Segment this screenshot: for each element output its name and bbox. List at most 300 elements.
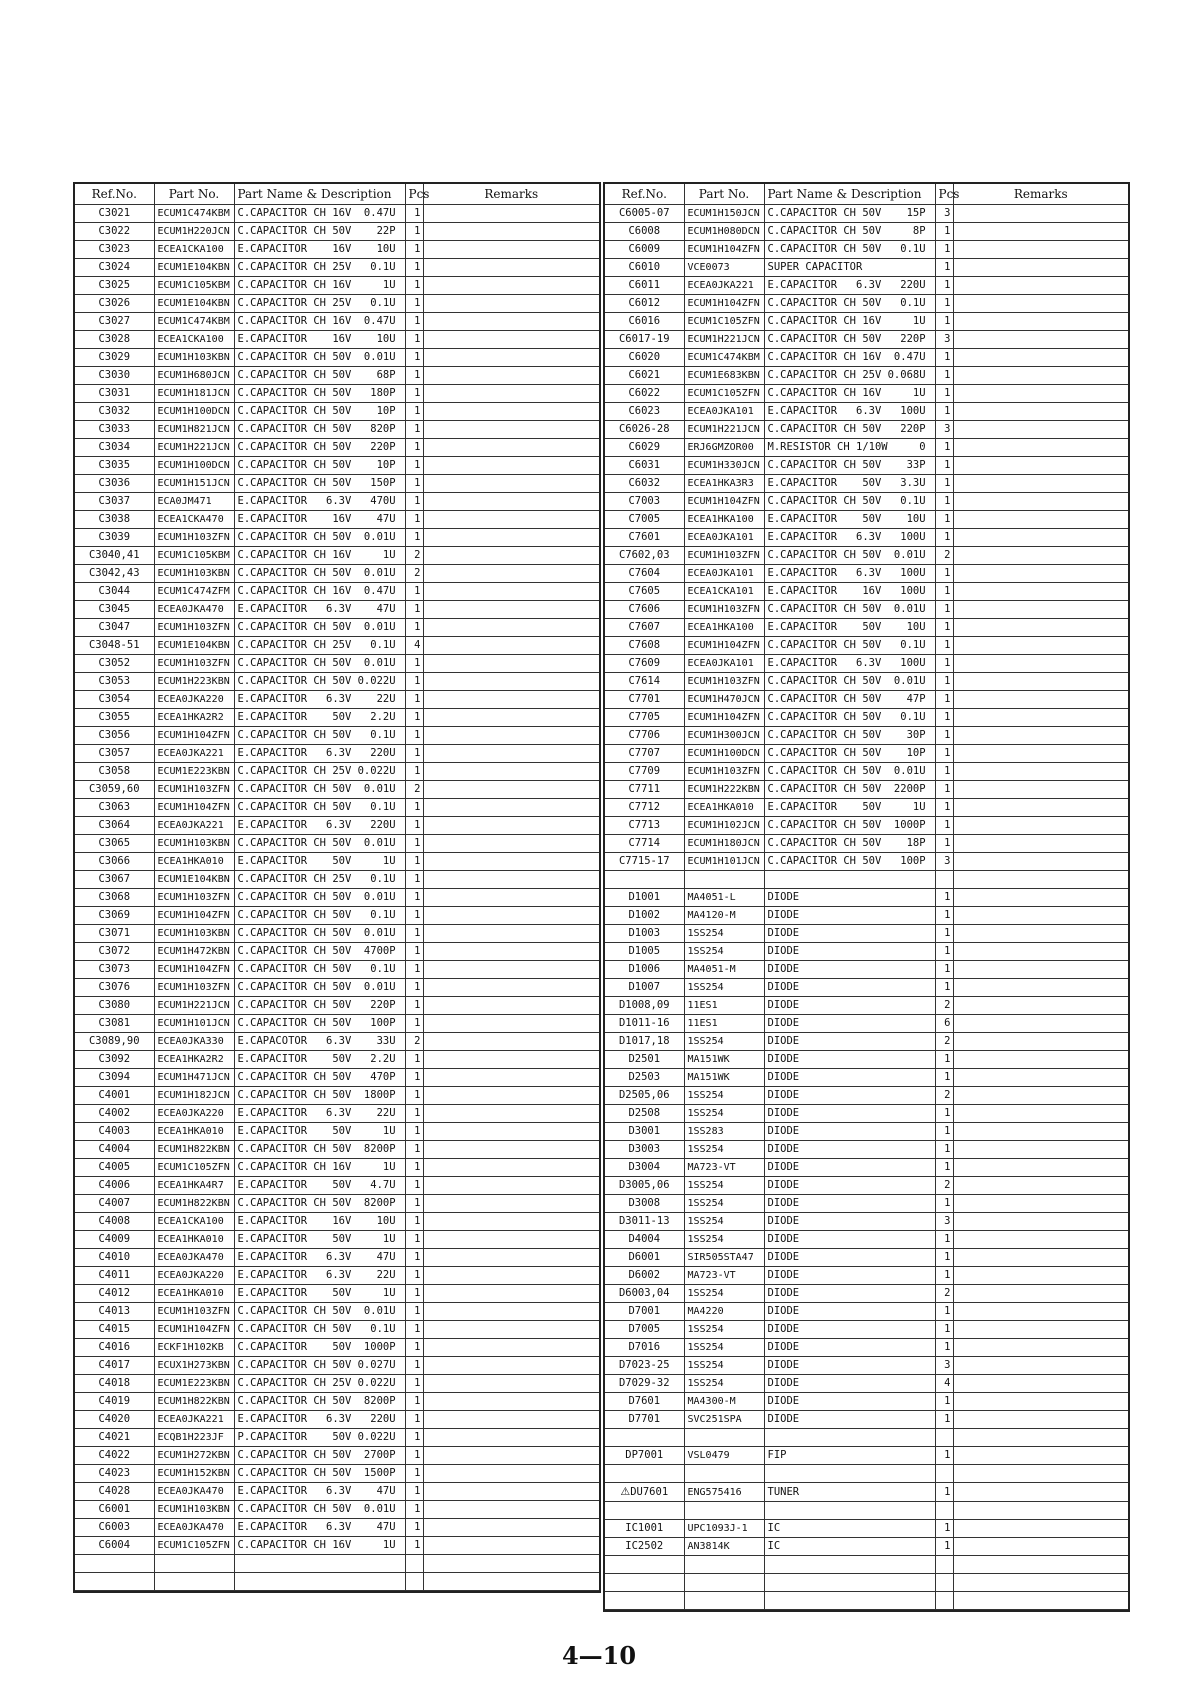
- pcs-cell: 1: [405, 727, 423, 745]
- pcs-cell: 3: [935, 1357, 953, 1375]
- table-row: [75, 943, 599, 961]
- part-no-cell: ECUM1H272KBN: [154, 1447, 234, 1465]
- remarks-cell: [423, 1447, 599, 1465]
- part-no-cell: MA4300-M: [684, 1393, 764, 1411]
- remarks-cell: [423, 997, 599, 1015]
- description-cell: C.CAPACITOR CH 50V 0.022U: [234, 673, 405, 691]
- part-no-cell: ECUM1C474ZFM: [154, 583, 234, 601]
- description-cell: C.CAPACITOR CH 50V 0.01U: [234, 925, 405, 943]
- part-no-cell: ECUM1C105ZFN: [684, 385, 764, 403]
- remarks-cell: [953, 1303, 1128, 1321]
- ref-no-cell: C3034: [75, 439, 154, 457]
- part-no-cell: ECUM1H222KBN: [684, 781, 764, 799]
- remarks-cell: [953, 889, 1128, 907]
- part-no-cell: [154, 1555, 234, 1573]
- description-cell: E.CAPACITOR 50V 10U: [764, 619, 935, 637]
- remarks-cell: [423, 817, 599, 835]
- ref-no-cell: [605, 1574, 684, 1592]
- remarks-cell: [953, 259, 1128, 277]
- part-no-cell: 11ES1: [684, 997, 764, 1015]
- ref-no-cell: D7001: [605, 1303, 684, 1321]
- table-row: [75, 331, 599, 349]
- remarks-cell: [953, 1123, 1128, 1141]
- part-no-cell: 1SS254: [684, 1195, 764, 1213]
- part-no-cell: MA4051-M: [684, 961, 764, 979]
- ref-no-cell: C6011: [605, 277, 684, 295]
- pcs-cell: 1: [405, 691, 423, 709]
- part-no-cell: ECEA0JKA470: [154, 1519, 234, 1537]
- part-no-cell: ECUM1H103ZFN: [154, 781, 234, 799]
- part-no-cell: [154, 1573, 234, 1591]
- description-cell: [764, 1465, 935, 1483]
- ref-no-cell: C3052: [75, 655, 154, 673]
- ref-no-cell: C3025: [75, 277, 154, 295]
- table-row: [75, 547, 599, 565]
- pcs-cell: 1: [405, 1051, 423, 1069]
- table-row: [605, 619, 1128, 637]
- description-cell: E.CAPACITOR 50V 1U: [234, 1231, 405, 1249]
- description-cell: C.CAPACITOR CH 50V 0.1U: [764, 493, 935, 511]
- remarks-cell: [953, 493, 1128, 511]
- ref-no-cell: C3021: [75, 205, 154, 223]
- table-row: [75, 1465, 599, 1483]
- ref-no-cell: C3063: [75, 799, 154, 817]
- ref-no-cell: C3024: [75, 259, 154, 277]
- remarks-cell: [953, 691, 1128, 709]
- ref-no-cell: [605, 1556, 684, 1574]
- description-cell: C.CAPACITOR CH 50V 0.01U: [234, 1501, 405, 1519]
- pcs-cell: 1: [935, 439, 953, 457]
- description-cell: C.CAPACITOR CH 50V 0.01U: [234, 565, 405, 583]
- table-row: [75, 439, 599, 457]
- table-row: [75, 367, 599, 385]
- pcs-cell: 3: [935, 853, 953, 871]
- remarks-cell: [953, 295, 1128, 313]
- remarks-cell: [423, 547, 599, 565]
- part-no-cell: ECUM1H103KBN: [154, 1501, 234, 1519]
- part-no-cell: ECUM1H100DCN: [684, 745, 764, 763]
- table-row: [605, 1592, 1128, 1610]
- remarks-cell: [953, 799, 1128, 817]
- description-cell: C.CAPACITOR CH 50V 1500P: [234, 1465, 405, 1483]
- ref-no-cell: D7016: [605, 1339, 684, 1357]
- description-cell: DIODE: [764, 1231, 935, 1249]
- remarks-cell: [953, 403, 1128, 421]
- pcs-cell: 1: [935, 259, 953, 277]
- table-row: [75, 1429, 599, 1447]
- table-row: [605, 529, 1128, 547]
- remarks-cell: [423, 1303, 599, 1321]
- pcs-cell: 2: [935, 1033, 953, 1051]
- pcs-cell: 1: [405, 1231, 423, 1249]
- description-cell: DIODE: [764, 1105, 935, 1123]
- remarks-cell: [423, 619, 599, 637]
- pcs-cell: 1: [405, 979, 423, 997]
- part-no-cell: 1SS254: [684, 1321, 764, 1339]
- table-row: [75, 709, 599, 727]
- remarks-cell: [953, 277, 1128, 295]
- remarks-cell: [423, 1339, 599, 1357]
- table-row: [75, 997, 599, 1015]
- remarks-cell: [423, 1573, 599, 1591]
- remarks-cell: [953, 727, 1128, 745]
- description-cell: C.CAPACITOR CH 25V 0.068U: [764, 367, 935, 385]
- description-cell: E.CAPACITOR 6.3V 220U: [234, 1411, 405, 1429]
- description-cell: C.CAPACITOR CH 50V 220P: [234, 997, 405, 1015]
- remarks-cell: [423, 1231, 599, 1249]
- table-row: [75, 1177, 599, 1195]
- pcs-cell: 1: [405, 1393, 423, 1411]
- pcs-cell: 1: [405, 385, 423, 403]
- description-cell: E.CAPACITOR 50V 1U: [234, 1285, 405, 1303]
- pcs-cell: 1: [935, 1321, 953, 1339]
- remarks-cell: [423, 205, 599, 223]
- part-no-cell: ECUM1H181JCN: [154, 385, 234, 403]
- remarks-cell: [953, 1592, 1128, 1610]
- ref-no-cell: IC2502: [605, 1538, 684, 1556]
- pcs-cell: 1: [935, 1538, 953, 1556]
- pcs-cell: 1: [405, 223, 423, 241]
- ref-no-cell: C7608: [605, 637, 684, 655]
- part-no-cell: UPC1093J-1: [684, 1520, 764, 1538]
- description-cell: C.CAPACITOR CH 50V 150P: [234, 475, 405, 493]
- remarks-cell: [953, 1375, 1128, 1393]
- table-row: [605, 1339, 1128, 1357]
- pcs-cell: 1: [405, 529, 423, 547]
- header-row: [75, 184, 599, 205]
- part-no-cell: ECUM1E104KBN: [154, 637, 234, 655]
- remarks-cell: [953, 1087, 1128, 1105]
- description-cell: DIODE: [764, 979, 935, 997]
- table-row: [75, 403, 599, 421]
- table-row: [605, 1105, 1128, 1123]
- part-no-cell: ECQB1H223JF: [154, 1429, 234, 1447]
- pcs-cell: 1: [935, 1105, 953, 1123]
- table-row: [605, 1033, 1128, 1051]
- ref-no-cell: C7003: [605, 493, 684, 511]
- pcs-cell: 1: [935, 493, 953, 511]
- part-no-cell: ECUM1H221JCN: [684, 421, 764, 439]
- pcs-cell: 1: [405, 439, 423, 457]
- ref-no-cell: C6022: [605, 385, 684, 403]
- remarks-cell: [423, 853, 599, 871]
- description-cell: C.CAPACITOR CH 50V 22P: [234, 223, 405, 241]
- table-row: [75, 1303, 599, 1321]
- part-no-cell: ECUM1H471JCN: [154, 1069, 234, 1087]
- part-no-cell: ECUM1H080DCN: [684, 223, 764, 241]
- table-row: [75, 799, 599, 817]
- description-cell: C.CAPACITOR CH 50V 180P: [234, 385, 405, 403]
- ref-no-cell: C4011: [75, 1267, 154, 1285]
- remarks-cell: [953, 457, 1128, 475]
- description-cell: C.CAPACITOR CH 50V 220P: [764, 421, 935, 439]
- description-cell: P.CAPACITOR 50V 0.022U: [234, 1429, 405, 1447]
- part-no-cell: ECEA1HKA2R2: [154, 1051, 234, 1069]
- pcs-cell: 1: [935, 745, 953, 763]
- remarks-cell: [423, 1483, 599, 1501]
- ref-no-text: DU7601: [630, 1486, 669, 1498]
- pcs-cell: 1: [935, 1393, 953, 1411]
- table-row: [605, 817, 1128, 835]
- description-cell: C.CAPACITOR CH 50V 4700P: [234, 943, 405, 961]
- part-no-cell: ECKF1H102KB: [154, 1339, 234, 1357]
- remarks-cell: [423, 763, 599, 781]
- description-cell: E.CAPACITOR 16V 10U: [234, 331, 405, 349]
- pcs-cell: 1: [405, 1159, 423, 1177]
- table-row: [75, 637, 599, 655]
- description-cell: DIODE: [764, 1123, 935, 1141]
- table-row: [605, 1357, 1128, 1375]
- remarks-cell: [953, 997, 1128, 1015]
- pcs-cell: 1: [935, 889, 953, 907]
- part-no-cell: ECUM1H221JCN: [684, 331, 764, 349]
- remarks-cell: [423, 1033, 599, 1051]
- ref-no-cell: D1011-16: [605, 1015, 684, 1033]
- ref-no-cell: C4007: [75, 1195, 154, 1213]
- table-row: [75, 1483, 599, 1501]
- ref-no-cell: C3044: [75, 583, 154, 601]
- table-row: [75, 565, 599, 583]
- description-cell: C.CAPACITOR CH 50V 0.01U: [234, 349, 405, 367]
- description-cell: DIODE: [764, 1213, 935, 1231]
- ref-no-cell: C3039: [75, 529, 154, 547]
- pcs-cell: 1: [405, 871, 423, 889]
- pcs-cell: 1: [935, 1447, 953, 1465]
- remarks-cell: [953, 1177, 1128, 1195]
- part-no-cell: ECEA1HKA010: [154, 1123, 234, 1141]
- remarks-cell: [953, 925, 1128, 943]
- part-no-cell: 1SS254: [684, 1231, 764, 1249]
- table-row: [605, 1411, 1128, 1429]
- ref-no-cell: C6023: [605, 403, 684, 421]
- part-no-cell: ECUM1H103ZFN: [154, 889, 234, 907]
- description-cell: C.CAPACITOR CH 50V 68P: [234, 367, 405, 385]
- part-no-cell: ECUM1H100DCN: [154, 457, 234, 475]
- ref-no-cell: C3032: [75, 403, 154, 421]
- ref-no-cell: C4018: [75, 1375, 154, 1393]
- ref-no-cell: C3094: [75, 1069, 154, 1087]
- ref-no-cell: C3029: [75, 349, 154, 367]
- pcs-cell: [935, 1502, 953, 1520]
- description-cell: DIODE: [764, 1375, 935, 1393]
- part-no-cell: ECUM1H103KBN: [154, 925, 234, 943]
- part-no-cell: ECEA0JKA220: [154, 691, 234, 709]
- pcs-cell: 1: [935, 385, 953, 403]
- ref-no-cell: C4019: [75, 1393, 154, 1411]
- pcs-cell: 1: [935, 817, 953, 835]
- table-row: [75, 1519, 599, 1537]
- ref-no-cell: C3069: [75, 907, 154, 925]
- table-row: [75, 1573, 599, 1591]
- part-no-cell: ECUM1H822KBN: [154, 1195, 234, 1213]
- part-no-cell: ECUM1H220JCN: [154, 223, 234, 241]
- part-no-cell: [684, 1429, 764, 1447]
- part-no-cell: ECEA1HKA100: [684, 511, 764, 529]
- table-row: [605, 673, 1128, 691]
- table-row: [605, 799, 1128, 817]
- description-cell: [234, 1555, 405, 1573]
- table-row: [75, 925, 599, 943]
- part-no-cell: ECEA1HKA2R2: [154, 709, 234, 727]
- remarks-cell: [953, 583, 1128, 601]
- part-no-cell: ECUM1E223KBN: [154, 763, 234, 781]
- ref-no-cell: C3022: [75, 223, 154, 241]
- pcs-cell: 1: [405, 205, 423, 223]
- table-row: [75, 781, 599, 799]
- ref-no-cell: D3003: [605, 1141, 684, 1159]
- ref-no-cell: D4004: [605, 1231, 684, 1249]
- part-no-cell: [684, 1465, 764, 1483]
- description-cell: C.CAPACITOR CH 50V 0.1U: [764, 295, 935, 313]
- table-row: [75, 1105, 599, 1123]
- ref-no-cell: D7029-32: [605, 1375, 684, 1393]
- description-cell: E.CAPACITOR 6.3V 100U: [764, 403, 935, 421]
- ref-no-cell: D3004: [605, 1159, 684, 1177]
- ref-no-cell: C6020: [605, 349, 684, 367]
- part-no-cell: ECUM1H103ZFN: [684, 763, 764, 781]
- table-row: [75, 205, 599, 223]
- ref-no-cell: C7705: [605, 709, 684, 727]
- description-cell: E.CAPACITOR 6.3V 220U: [764, 277, 935, 295]
- ref-no-cell: D2505,06: [605, 1087, 684, 1105]
- part-no-cell: ECEA0JKA220: [154, 1267, 234, 1285]
- description-cell: E.CAPACITOR 6.3V 47U: [234, 1483, 405, 1501]
- part-no-cell: [684, 1556, 764, 1574]
- part-no-cell: ECUM1H104ZFN: [684, 637, 764, 655]
- part-no-cell: [684, 1592, 764, 1610]
- description-cell: DIODE: [764, 1267, 935, 1285]
- part-no-cell: ECUM1E683KBN: [684, 367, 764, 385]
- pcs-cell: 1: [405, 1015, 423, 1033]
- remarks-cell: [953, 1105, 1128, 1123]
- description-cell: C.CAPACITOR CH 50V 0.01U: [764, 673, 935, 691]
- remarks-cell: [423, 421, 599, 439]
- pcs-cell: 1: [935, 511, 953, 529]
- remarks-cell: [953, 1231, 1128, 1249]
- pcs-cell: 1: [935, 1520, 953, 1538]
- table-row: [605, 835, 1128, 853]
- pcs-cell: [935, 1429, 953, 1447]
- part-no-cell: ECUM1H150JCN: [684, 205, 764, 223]
- remarks-cell: [953, 1556, 1128, 1574]
- header-row: [605, 184, 1128, 205]
- remarks-cell: [953, 1339, 1128, 1357]
- pcs-cell: 1: [405, 1285, 423, 1303]
- table-row: [75, 1123, 599, 1141]
- ref-no-cell: D3001: [605, 1123, 684, 1141]
- table-row: [75, 1339, 599, 1357]
- table-row: [75, 601, 599, 619]
- description-cell: E.CAPACITOR 16V 10U: [234, 1213, 405, 1231]
- pcs-cell: 1: [405, 799, 423, 817]
- remarks-cell: [953, 565, 1128, 583]
- ref-no-cell: C6003: [75, 1519, 154, 1537]
- part-no-cell: ECUM1H221JCN: [154, 997, 234, 1015]
- table-row: [605, 259, 1128, 277]
- table-row: [75, 1357, 599, 1375]
- remarks-cell: [953, 547, 1128, 565]
- remarks-cell: [953, 241, 1128, 259]
- part-no-cell: ECUM1E104KBN: [154, 295, 234, 313]
- table-row: [75, 961, 599, 979]
- table-row: [75, 1195, 599, 1213]
- ref-no-cell: D6001: [605, 1249, 684, 1267]
- table-row: [75, 979, 599, 997]
- pcs-cell: 3: [935, 1213, 953, 1231]
- description-cell: C.CAPACITOR CH 16V 0.47U: [234, 205, 405, 223]
- description-cell: TUNER: [764, 1483, 935, 1502]
- ref-no-cell: D2503: [605, 1069, 684, 1087]
- part-no-cell: ECUM1H151JCN: [154, 475, 234, 493]
- pcs-cell: 1: [405, 1105, 423, 1123]
- description-cell: E.CAPACOTOR 6.3V 33U: [234, 1033, 405, 1051]
- parts-list-right: [603, 182, 1130, 1612]
- description-cell: C.CAPACITOR CH 50V 0.01U: [234, 889, 405, 907]
- remarks-cell: [953, 907, 1128, 925]
- description-cell: E.CAPACITOR 16V 100U: [764, 583, 935, 601]
- remarks-cell: [423, 583, 599, 601]
- pcs-cell: 1: [405, 709, 423, 727]
- ref-no-cell: C7602,03: [605, 547, 684, 565]
- ref-no-cell: C3072: [75, 943, 154, 961]
- remarks-cell: [953, 421, 1128, 439]
- description-cell: C.CAPACITOR CH 16V 1U: [234, 1537, 405, 1555]
- ref-no-cell: [75, 1555, 154, 1573]
- part-no-cell: ECUM1H103ZFN: [154, 529, 234, 547]
- table-row: [605, 853, 1128, 871]
- pcs-cell: 1: [935, 943, 953, 961]
- table-row: [605, 1321, 1128, 1339]
- table-row: [605, 1249, 1128, 1267]
- description-cell: C.CAPACITOR CH 50V 0.1U: [234, 799, 405, 817]
- description-cell: C.CAPACITOR CH 16V 1U: [234, 277, 405, 295]
- table-row: [75, 655, 599, 673]
- part-no-cell: ECEA1HKA010: [154, 853, 234, 871]
- ref-no-cell: C3055: [75, 709, 154, 727]
- table-row: [605, 763, 1128, 781]
- part-no-cell: ECUM1H104ZFN: [684, 493, 764, 511]
- ref-no-cell: C3053: [75, 673, 154, 691]
- description-cell: C.CAPACITOR CH 50V 0.01U: [234, 619, 405, 637]
- description-cell: C.CAPACITOR CH 50V 47P: [764, 691, 935, 709]
- ref-no-cell: C3042,43: [75, 565, 154, 583]
- description-cell: C.CAPACITOR CH 16V 0.47U: [234, 313, 405, 331]
- description-cell: C.CAPACITOR CH 50V 33P: [764, 457, 935, 475]
- pcs-cell: 1: [935, 367, 953, 385]
- ref-no-cell: C3037: [75, 493, 154, 511]
- description-cell: C.CAPACITOR CH 25V 0.022U: [234, 1375, 405, 1393]
- pcs-cell: 1: [405, 763, 423, 781]
- remarks-cell: [423, 1195, 599, 1213]
- part-no-cell: ECEA1HKA010: [154, 1231, 234, 1249]
- table-row: [75, 1249, 599, 1267]
- remarks-cell: [953, 439, 1128, 457]
- part-no-cell: 1SS254: [684, 1357, 764, 1375]
- ref-no-cell: C3036: [75, 475, 154, 493]
- table-row: [75, 349, 599, 367]
- pcs-cell: 1: [935, 313, 953, 331]
- description-cell: DIODE: [764, 1249, 935, 1267]
- table-row: [75, 907, 599, 925]
- description-cell: C.CAPACITOR CH 50V 0.1U: [764, 241, 935, 259]
- table-row: [605, 1159, 1128, 1177]
- pcs-cell: 1: [405, 1303, 423, 1321]
- part-no-cell: 1SS254: [684, 979, 764, 997]
- part-no-cell: MA723-VT: [684, 1159, 764, 1177]
- remarks-cell: [953, 1141, 1128, 1159]
- ref-no-cell: C3030: [75, 367, 154, 385]
- page-number: 4—10: [561, 1641, 637, 1670]
